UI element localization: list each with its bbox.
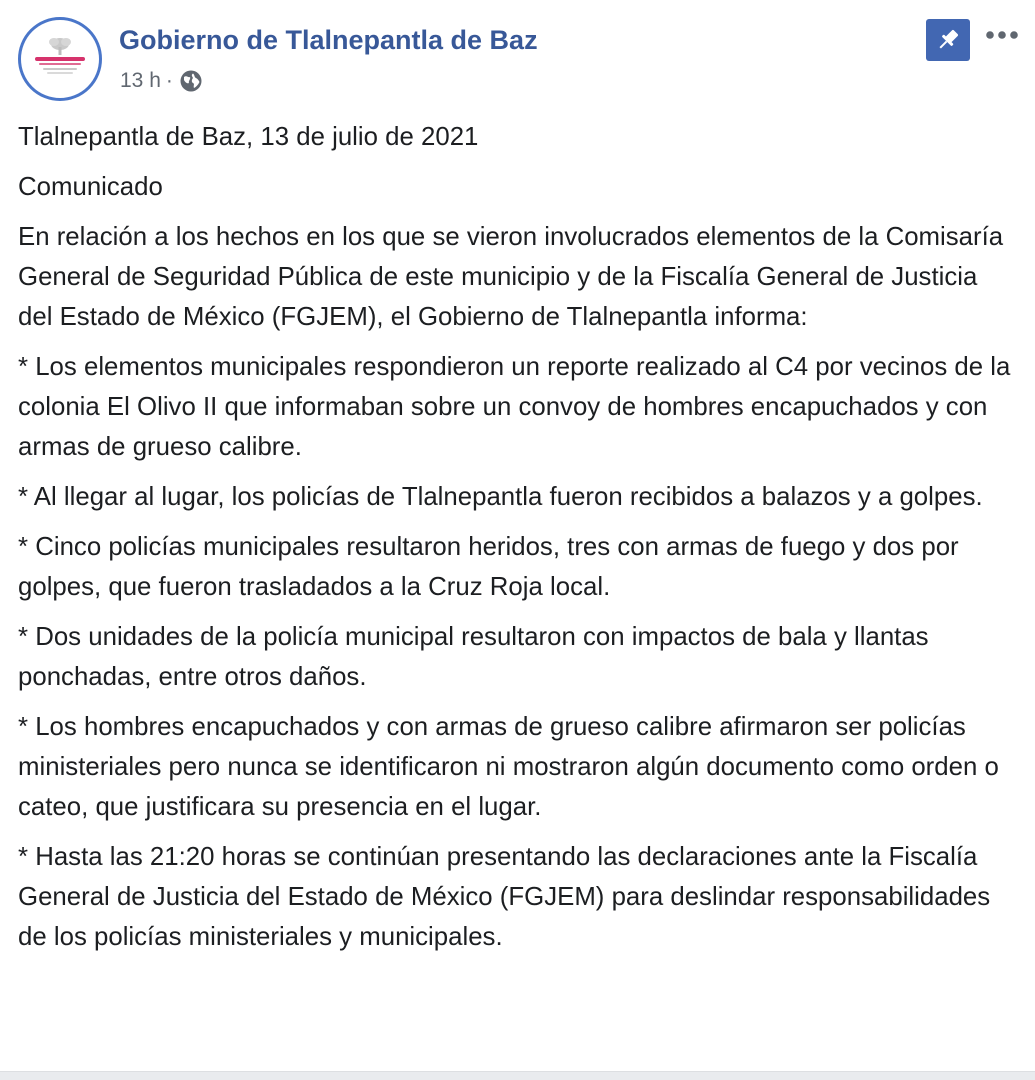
post-paragraph-bullet-1: * Los elementos municipales respondieron un reporte realizado al C4 por vecinos de la colonia El Olivo II que informaban sobre un convoy de hombres encapuchados y con armas de grueso calibre. bbox=[18, 353, 1011, 461]
post-paragraph-intro: En relación a los hechos en los que se vieron involucrados elementos de la Comisaría General de Seguridad Pública de este municipio y de la Fiscalía General de Justicia del Estado de México (FGJEM), el Gobierno de Tlalnepantla informa: bbox=[18, 223, 1004, 331]
pin-button[interactable] bbox=[926, 19, 970, 61]
post-paragraph-bullet-2: * Al llegar al lugar, los policías de Tlalnepantla fueron recibidos a balazos y a golpes. bbox=[18, 483, 983, 511]
post-meta bbox=[120, 67, 203, 95]
post-paragraph-bullet-6: * Hasta las 21:20 horas se continúan presentando las declaraciones ante la Fiscalía General de Justicia del Estado de México (FGJEM) para deslindar responsabilidades de los policías ministeriales y municipales. bbox=[18, 843, 991, 951]
feed-divider bbox=[0, 1071, 1035, 1080]
post-text bbox=[18, 117, 1018, 967]
more-options-button[interactable] bbox=[982, 20, 1022, 50]
page-name-link[interactable]: Gobierno de Tlalnepantla de Baz bbox=[119, 25, 538, 55]
more-options-icon bbox=[985, 30, 1019, 40]
page-avatar[interactable] bbox=[18, 17, 102, 101]
post-paragraph-bullet-5: * Los hombres encapuchados y con armas de grueso calibre afirmaron ser policías ministeriales pero nunca se identificaron ni mostraron algún documento como orden o cateo, que justificara su presencia en el lugar. bbox=[18, 713, 999, 821]
post-paragraph-date: Tlalnepantla de Baz, 13 de julio de 2021 bbox=[18, 123, 479, 151]
globe-icon[interactable] bbox=[179, 69, 203, 93]
post-paragraph-bullet-4: * Dos unidades de la policía municipal resultaron con impactos de bala y llantas ponchadas, entre otros daños. bbox=[18, 623, 929, 691]
tlalnepantla-logo-icon bbox=[21, 20, 99, 98]
post-timestamp[interactable]: 13 h bbox=[120, 69, 161, 92]
post-paragraph-heading: Comunicado bbox=[18, 173, 163, 201]
post-paragraph-bullet-3: * Cinco policías municipales resultaron heridos, tres con armas de fuego y dos por golpes, que fueron trasladados a la Cruz Roja local. bbox=[18, 533, 959, 601]
pin-icon bbox=[934, 26, 962, 54]
meta-separator: · bbox=[165, 69, 173, 92]
